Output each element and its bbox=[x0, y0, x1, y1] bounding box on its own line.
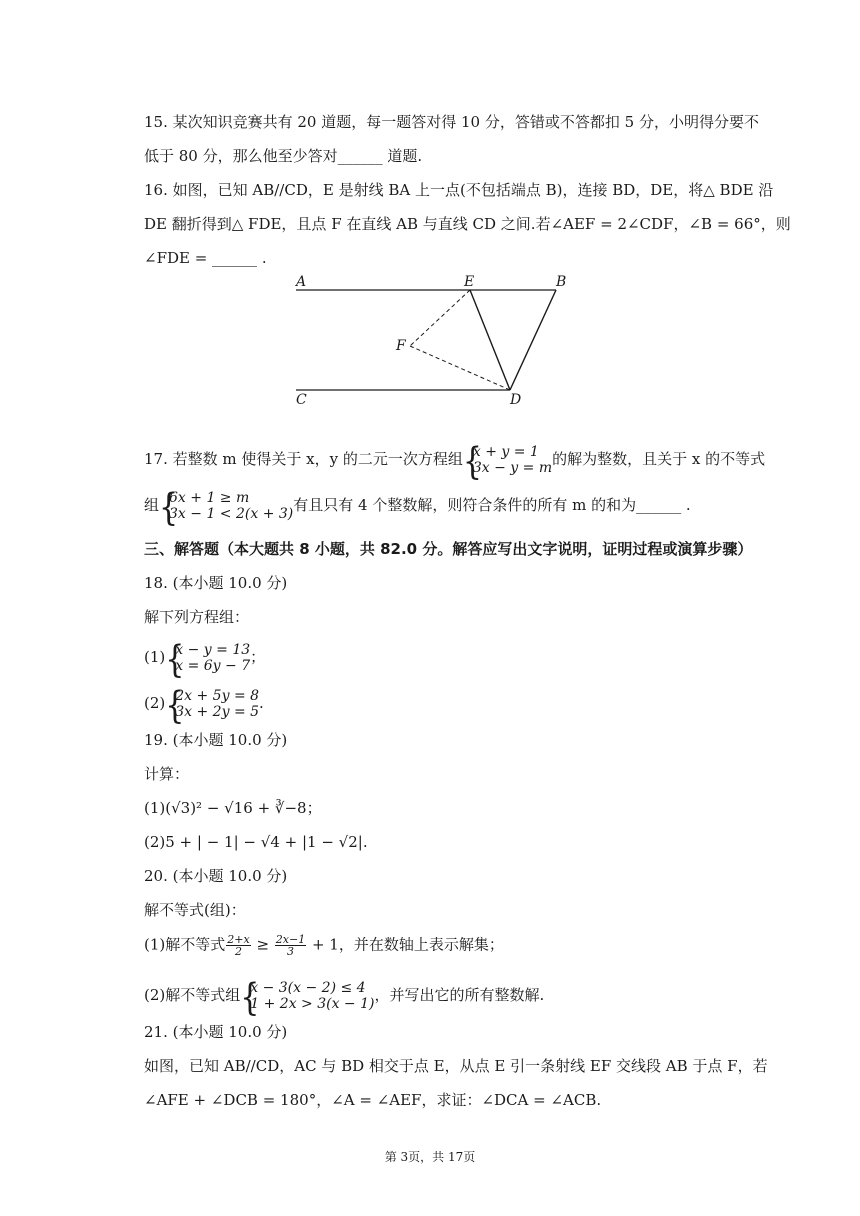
q18-header: 18. (本小题 10.0 分) bbox=[144, 574, 288, 592]
q20-p1-prefix: (1)解不等式 bbox=[144, 935, 226, 954]
q21-line-1: 如图，已知 AB//CD，AC 与 BD 相交于点 E，从点 E 引一条射线 EF 交线段 AB 于点 F，若 bbox=[144, 1057, 768, 1075]
page-footer: 第 3页，共 17页 bbox=[384, 1150, 476, 1164]
q20-frac2-num: 2x−1 bbox=[275, 933, 306, 946]
label-e: E bbox=[464, 274, 475, 290]
q20-p2-suffix: ，并写出它的所有整数解. bbox=[374, 986, 545, 1004]
q17-prefix: 17. 若整数 m 使得关于 x，y 的二元一次方程组 bbox=[144, 450, 463, 468]
q17-line-2 bbox=[144, 486, 691, 530]
q19-instruction: 计算： bbox=[144, 765, 190, 783]
q18-p1-system: { x − y = 13 x = 6y − 7 bbox=[165, 638, 251, 682]
q18-p2-label: (2) bbox=[144, 694, 166, 712]
q20-p1-mid: ≥ bbox=[251, 935, 274, 954]
label-d: D bbox=[510, 392, 522, 408]
q16-figure bbox=[288, 270, 578, 415]
q20-p1-fraction-1 bbox=[226, 934, 250, 957]
q20-p2-row2: 1 + 2x > 3(x − 1) bbox=[250, 996, 375, 1012]
q17-sys2-row1: 6x + 1 ≥ m bbox=[169, 490, 250, 506]
q15-line-1: 15. 某次知识竞赛共有 20 道题，每一题答对得 10 分，答错或不答都扣 5 分，小明得分要不 bbox=[144, 113, 759, 131]
q18-p1-label: (1) bbox=[144, 648, 166, 666]
q20-part-2 bbox=[144, 976, 545, 1020]
q17-system-2: { 6x + 1 ≥ m 3x − 1 < 2(x + 3) bbox=[159, 486, 294, 530]
q18-p1-row1: x − y = 13 bbox=[175, 642, 251, 658]
q20-frac1-den: 2 bbox=[234, 945, 242, 958]
label-a: A bbox=[296, 274, 307, 290]
q19-header: 19. (本小题 10.0 分) bbox=[144, 731, 288, 749]
label-f: F bbox=[396, 338, 406, 354]
q20-header: 20. (本小题 10.0 分) bbox=[144, 867, 288, 885]
q20-p1-fraction-2 bbox=[275, 934, 306, 957]
q21-header: 21. (本小题 10.0 分) bbox=[144, 1023, 288, 1041]
q18-p2-system: { 2x + 5y = 8 3x + 2y = 5 bbox=[165, 684, 260, 728]
q20-frac1-num: 2+x bbox=[227, 933, 250, 946]
section-3-heading: 三、解答题（本大题共 8 小题，共 82.0 分。解答应写出文字说明，证明过程或演算步骤） bbox=[144, 540, 753, 558]
dashed-ef bbox=[410, 290, 470, 346]
q20-p2-system: { x − 3(x − 2) ≤ 4 1 + 2x > 3(x − 1) bbox=[240, 976, 375, 1020]
q17-sys2-row2: 3x − 1 < 2(x + 3) bbox=[169, 506, 294, 522]
q20-p1-suffix: + 1，并在数轴上表示解集； bbox=[307, 935, 504, 954]
q16-line-1: 16. 如图，已知 AB//CD，E 是射线 BA 上一点(不包括端点 B)，连接 BD，DE，将△ BDE 沿 bbox=[144, 181, 774, 199]
q17-line2-prefix: 组 bbox=[144, 496, 160, 514]
q16-line-3: ∠FDE = ______ . bbox=[144, 249, 267, 267]
q18-p1-row2: x = 6y − 7 bbox=[175, 658, 251, 674]
q17-sys1-row2: 3x − y = m bbox=[472, 460, 553, 476]
q20-part-1 bbox=[144, 934, 504, 957]
segment-bd bbox=[510, 290, 556, 390]
q20-p2-row1: x − 3(x − 2) ≤ 4 bbox=[250, 980, 366, 996]
q15-line-2: 低于 80 分，那么他至少答对______ 道题. bbox=[144, 147, 423, 165]
q17-line-1 bbox=[144, 440, 766, 484]
q17-system-1: { x + y = 1 3x − y = m bbox=[462, 440, 553, 484]
q17-middle: 的解为整数，且关于 x 的不等式 bbox=[552, 450, 766, 468]
q19-part-2: (2)5 + | − 1| − √4 + |1 − √2|. bbox=[144, 833, 368, 851]
q18-p2-row2: 3x + 2y = 5 bbox=[175, 704, 260, 720]
q21-line-2: ∠AFE + ∠DCB = 180°，∠A = ∠AEF，求证：∠DCA = ∠ACB. bbox=[144, 1091, 602, 1109]
q18-instruction: 解下列方程组： bbox=[144, 608, 250, 626]
q18-p2-row1: 2x + 5y = 8 bbox=[175, 688, 260, 704]
q18-p1-end: ； bbox=[250, 648, 266, 666]
label-b: B bbox=[556, 274, 567, 290]
q18-p2-end: . bbox=[259, 694, 264, 712]
q18-part-2 bbox=[144, 684, 264, 728]
q17-line2-suffix: 有且只有 4 个整数解，则符合条件的所有 m 的和为______ . bbox=[293, 496, 691, 514]
q20-p2-prefix: (2)解不等式组 bbox=[144, 986, 241, 1004]
q20-instruction: 解不等式(组)： bbox=[144, 901, 246, 919]
q18-part-1 bbox=[144, 638, 266, 682]
q16-line-2: DE 翻折得到△ FDE，且点 F 在直线 AB 与直线 CD 之间.若∠AEF = 2∠CDF，∠B = 66°，则 bbox=[144, 215, 791, 233]
q17-sys1-row1: x + y = 1 bbox=[472, 444, 539, 460]
q20-frac2-den: 3 bbox=[286, 945, 294, 958]
label-c: C bbox=[296, 392, 307, 408]
q19-part-1: (1)(√3)² − √16 + ∛−8； bbox=[144, 799, 322, 817]
